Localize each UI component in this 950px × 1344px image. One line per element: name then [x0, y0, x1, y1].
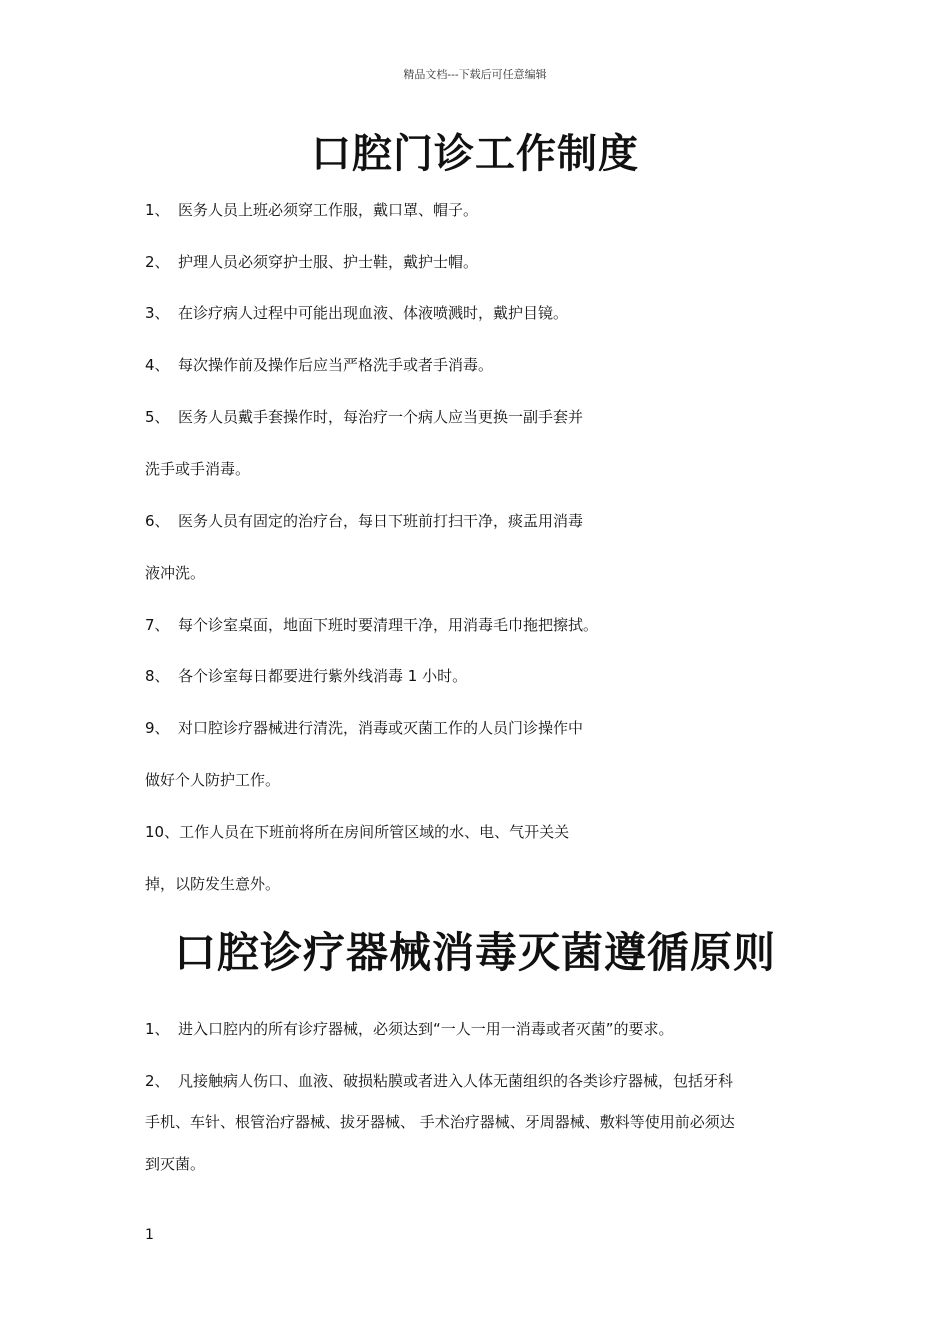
list-item [145, 251, 478, 272]
list-item [145, 821, 569, 842]
item-text: 工作人员在下班前将所在房间所管区域的水、电、气开关关 [179, 823, 570, 841]
item-number: 6、 [145, 512, 170, 530]
item-number: 5、 [145, 408, 170, 426]
item-number: 10、 [145, 823, 180, 841]
list-item [145, 406, 583, 427]
section1-title: 口腔门诊工作制度 [311, 131, 639, 177]
item-number: 8、 [145, 667, 170, 685]
list-item [145, 510, 583, 531]
item-number: 2、 [145, 253, 170, 271]
list-item [145, 717, 583, 738]
item-text: 医务人员有固定的治疗台，每日下班前打扫干净，痰盂用消毒 [178, 512, 584, 530]
item-number: 7、 [145, 616, 170, 634]
item-text: 凡接触病人伤口、血液、破损粘膜或者进入人体无菌组织的各类诊疗器械，包括牙科 [178, 1072, 734, 1090]
item-number: 3、 [145, 304, 170, 322]
item-number: 1、 [145, 201, 170, 219]
page-number: 1 [145, 1227, 154, 1243]
list-item [145, 1070, 733, 1091]
item-text: 医务人员上班必须穿工作服，戴口罩、帽子。 [178, 201, 479, 219]
list-item [145, 1018, 674, 1039]
item-text: 护理人员必须穿护士服、护士鞋，戴护士帽。 [178, 253, 479, 271]
list-item [145, 302, 568, 323]
item-text: 进入口腔内的所有诊疗器械，必须达到“一人一用一消毒或者灭菌”的要求。 [178, 1020, 674, 1038]
list-item [145, 199, 478, 220]
item-text: 医务人员戴手套操作时，每治疗一个病人应当更换一副手套并 [178, 408, 584, 426]
item-number: 9、 [145, 719, 170, 737]
page-header: 精品文档---下载后可任意编辑 [403, 68, 547, 81]
list-item-continuation: 洗手或手消毒。 [145, 460, 251, 478]
list-item [145, 614, 598, 635]
list-item-continuation: 手机、车针、根管治疗器械、拔牙器械、 手术治疗器械、牙周器械、敷料等使用前必须达 [145, 1113, 735, 1131]
list-item-continuation: 掉，以防发生意外。 [145, 875, 281, 893]
item-number: 2、 [145, 1072, 170, 1090]
list-item-continuation: 做好个人防护工作。 [145, 771, 281, 789]
item-number: 1、 [145, 1020, 170, 1038]
item-text: 各个诊室每日都要进行紫外线消毒 1 小时。 [178, 667, 468, 685]
item-number: 4、 [145, 356, 170, 374]
item-text: 对口腔诊疗器械进行清洗，消毒或灭菌工作的人员门诊操作中 [178, 719, 584, 737]
list-item-continuation: 液冲洗。 [145, 564, 206, 582]
section2-title: 口腔诊疗器械消毒灭菌遵循原则 [173, 928, 776, 977]
list-item [145, 665, 467, 686]
item-text: 每次操作前及操作后应当严格洗手或者手消毒。 [178, 356, 494, 374]
item-text: 每个诊室桌面，地面下班时要清理干净，用消毒毛巾拖把擦拭。 [178, 616, 599, 634]
list-item-continuation: 到灭菌。 [145, 1155, 206, 1173]
list-item [145, 354, 493, 375]
item-text: 在诊疗病人过程中可能出现血液、体液喷溅时，戴护目镜。 [178, 304, 569, 322]
